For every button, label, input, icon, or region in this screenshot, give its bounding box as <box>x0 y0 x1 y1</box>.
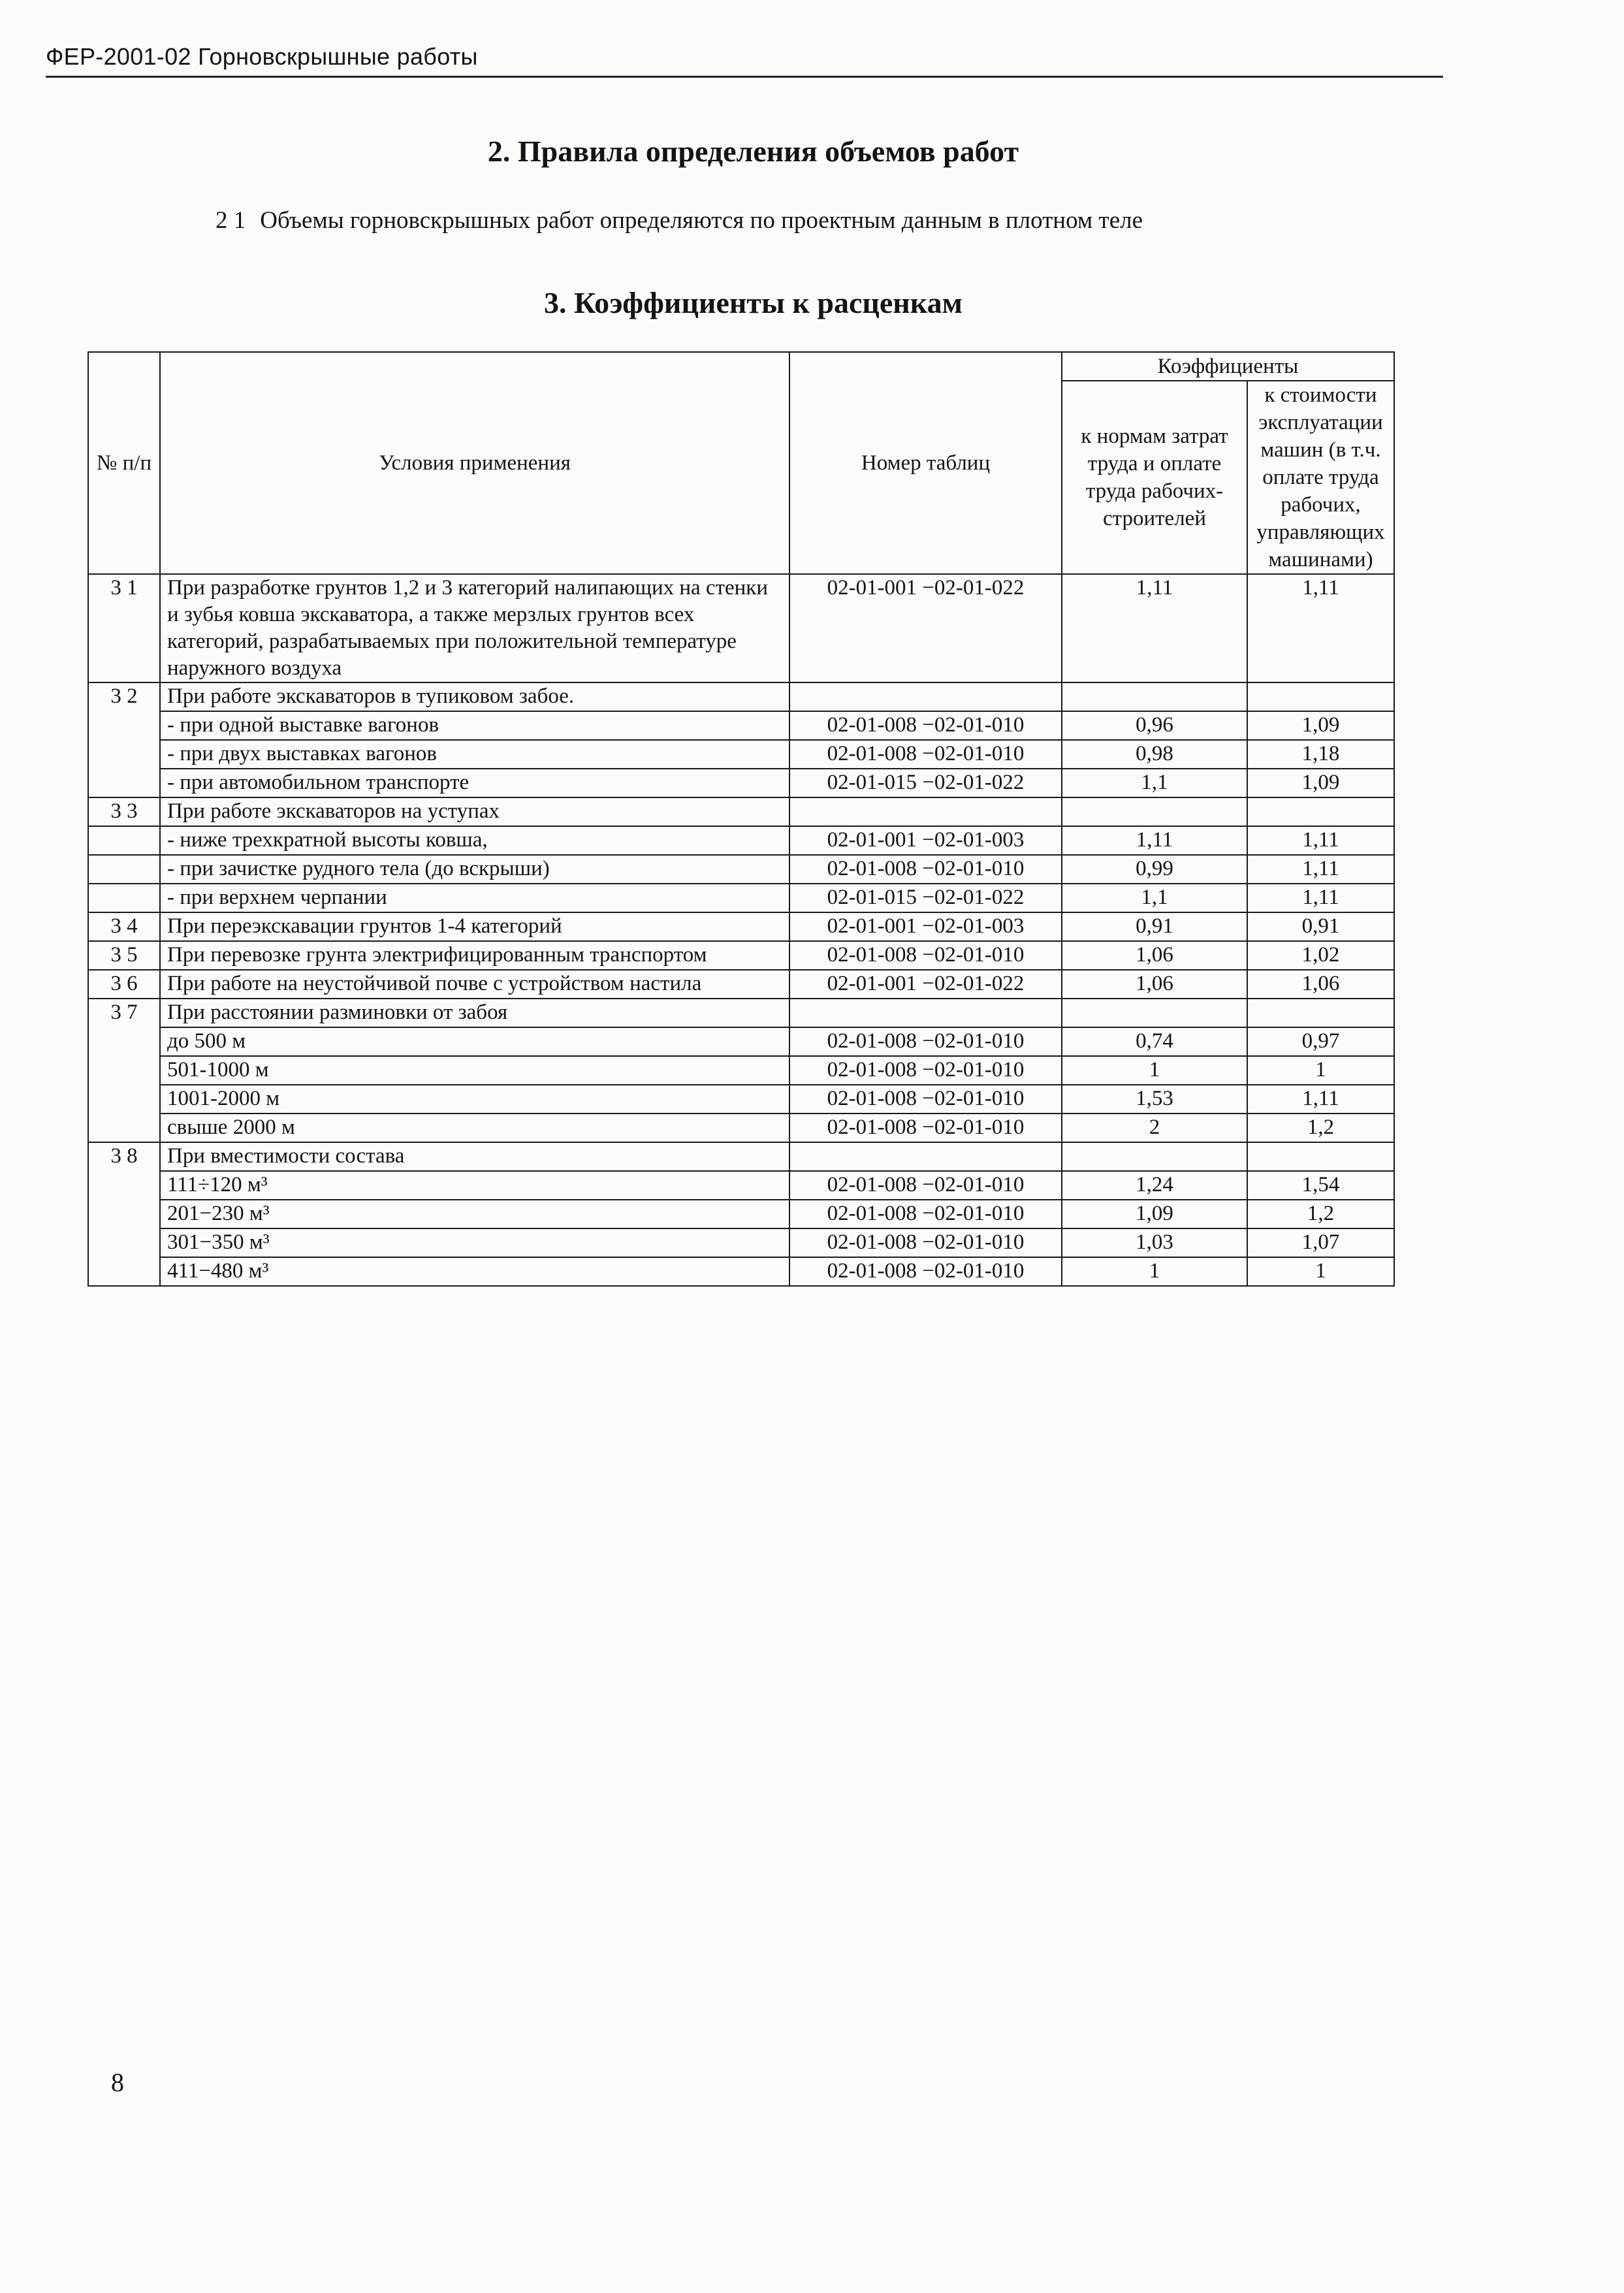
table-body <box>88 574 1394 1286</box>
cell-k-labor: 1,24 <box>1062 1171 1247 1200</box>
table-row <box>88 941 1394 970</box>
cell-k-machines: 1,2 <box>1247 1200 1394 1228</box>
cell-table-range: 02-01-008 −02-01-010 <box>789 941 1062 970</box>
cell-k-labor <box>1062 797 1247 826</box>
cell-table-range: 02-01-015 −02-01-022 <box>789 884 1062 912</box>
cell-table-range <box>789 999 1062 1027</box>
cell-k-labor <box>1062 999 1247 1027</box>
table-row <box>88 1142 1394 1171</box>
cell-table-range: 02-01-015 −02-01-022 <box>789 769 1062 797</box>
table-row <box>88 1228 1394 1257</box>
cell-k-labor: 1,1 <box>1062 884 1247 912</box>
cell-table-range <box>789 682 1062 711</box>
cell-number <box>88 855 160 884</box>
header-coefficients: Коэффициенты <box>1062 352 1394 381</box>
cell-k-labor: 1 <box>1062 1056 1247 1085</box>
cell-k-labor: 1,09 <box>1062 1200 1247 1228</box>
cell-k-labor <box>1062 682 1247 711</box>
cell-k-machines: 1,11 <box>1247 884 1394 912</box>
table-row <box>88 740 1394 769</box>
cell-k-machines: 1,54 <box>1247 1171 1394 1200</box>
cell-k-labor: 0,96 <box>1062 711 1247 740</box>
cell-k-machines: 1,09 <box>1247 769 1394 797</box>
section-3-title: 3. Коэффициенты к расценкам <box>544 286 963 319</box>
table-row <box>88 711 1394 740</box>
table-row <box>88 855 1394 884</box>
cell-k-labor: 1,03 <box>1062 1228 1247 1257</box>
table-row <box>88 826 1394 855</box>
table-row <box>88 682 1394 711</box>
cell-table-range: 02-01-008 −02-01-010 <box>789 1171 1062 1200</box>
cell-condition: При вместимости состава <box>160 1142 789 1171</box>
cell-k-labor: 1,1 <box>1062 769 1247 797</box>
cell-k-labor: 1,06 <box>1062 970 1247 999</box>
page-number: 8 <box>111 2068 124 2097</box>
cell-k-labor <box>1062 1142 1247 1171</box>
cell-table-range: 02-01-008 −02-01-010 <box>789 1200 1062 1228</box>
cell-k-machines: 1,11 <box>1247 855 1394 884</box>
running-header: ФЕР-2001-02 Горновскрышные работы <box>46 43 478 70</box>
cell-condition: - при верхнем черпании <box>160 884 789 912</box>
table-row <box>88 1257 1394 1286</box>
cell-number: 3 7 <box>88 999 160 1142</box>
cell-k-machines <box>1247 682 1394 711</box>
cell-table-range: 02-01-008 −02-01-010 <box>789 1027 1062 1056</box>
cell-k-machines: 1,11 <box>1247 826 1394 855</box>
cell-k-labor: 0,91 <box>1062 912 1247 941</box>
table-row <box>88 1085 1394 1114</box>
cell-number: 3 8 <box>88 1142 160 1286</box>
table-row <box>88 999 1394 1027</box>
coefficients-table <box>88 351 1395 1287</box>
table-row <box>88 574 1394 682</box>
cell-condition: - при автомобильном транспорте <box>160 769 789 797</box>
table-row <box>88 884 1394 912</box>
cell-table-range: 02-01-008 −02-01-010 <box>789 1056 1062 1085</box>
cell-k-labor: 1,11 <box>1062 574 1247 682</box>
cell-k-machines: 1,11 <box>1247 1085 1394 1114</box>
cell-condition: При разработке грунтов 1,2 и 3 категорий налипающих на стенки и зубья ковша экскаватора, а также мерзлых грунтов всех категорий, разрабатываемых при положительной температуре наружного воздуха <box>160 574 789 682</box>
cell-condition: 411−480 м³ <box>160 1257 789 1286</box>
cell-k-labor: 1,11 <box>1062 826 1247 855</box>
header-k-labor: к нормам затрат труда и оплате труда рабочих-строителей <box>1062 381 1247 574</box>
cell-k-machines <box>1247 1142 1394 1171</box>
cell-condition: При работе экскаваторов в тупиковом забое. <box>160 682 789 711</box>
cell-k-machines: 1,18 <box>1247 740 1394 769</box>
cell-condition: 201−230 м³ <box>160 1200 789 1228</box>
cell-k-labor: 1 <box>1062 1257 1247 1286</box>
cell-k-machines: 1,07 <box>1247 1228 1394 1257</box>
section-2-title: 2. Правила определения объемов работ <box>487 135 1019 168</box>
cell-condition: 301−350 м³ <box>160 1228 789 1257</box>
cell-table-range <box>789 797 1062 826</box>
cell-table-range: 02-01-008 −02-01-010 <box>789 711 1062 740</box>
cell-table-range: 02-01-008 −02-01-010 <box>789 1114 1062 1142</box>
cell-table-range: 02-01-001 −02-01-003 <box>789 826 1062 855</box>
cell-condition: При работе на неустойчивой почве с устройством настила <box>160 970 789 999</box>
cell-condition: При перевозке грунта электрифицированным транспортом <box>160 941 789 970</box>
cell-k-machines: 1,02 <box>1247 941 1394 970</box>
table-row <box>88 1027 1394 1056</box>
clause-2-1 <box>215 206 1143 234</box>
cell-table-range: 02-01-008 −02-01-010 <box>789 855 1062 884</box>
cell-k-labor: 0,74 <box>1062 1027 1247 1056</box>
table-row <box>88 1056 1394 1085</box>
cell-k-machines <box>1247 999 1394 1027</box>
cell-condition: - при зачистке рудного тела (до вскрыши) <box>160 855 789 884</box>
header-k-machines: к стоимости эксплуатации машин (в т.ч. оплате труда рабочих, управляющих машинами) <box>1247 381 1394 574</box>
cell-table-range: 02-01-001 −02-01-022 <box>789 574 1062 682</box>
cell-table-range: 02-01-008 −02-01-010 <box>789 1257 1062 1286</box>
cell-number <box>88 826 160 855</box>
cell-condition: При переэкскавации грунтов 1-4 категорий <box>160 912 789 941</box>
cell-k-machines: 1 <box>1247 1257 1394 1286</box>
table-row <box>88 912 1394 941</box>
cell-table-range: 02-01-008 −02-01-010 <box>789 1085 1062 1114</box>
cell-table-range <box>789 1142 1062 1171</box>
cell-number: 3 6 <box>88 970 160 999</box>
cell-condition: - при одной выставке вагонов <box>160 711 789 740</box>
header-rule <box>46 76 1443 78</box>
cell-k-machines: 1,06 <box>1247 970 1394 999</box>
cell-condition: - ниже трехкратной высоты ковша, <box>160 826 789 855</box>
table-row <box>88 1200 1394 1228</box>
cell-condition: При расстоянии разминовки от забоя <box>160 999 789 1027</box>
cell-condition: 501-1000 м <box>160 1056 789 1085</box>
header-tables: Номер таблиц <box>789 352 1062 574</box>
cell-number: 3 5 <box>88 941 160 970</box>
header-conditions: Условия применения <box>160 352 789 574</box>
cell-k-labor: 1,53 <box>1062 1085 1247 1114</box>
cell-number: 3 3 <box>88 797 160 826</box>
cell-k-machines: 1,09 <box>1247 711 1394 740</box>
cell-number <box>88 884 160 912</box>
cell-table-range: 02-01-008 −02-01-010 <box>789 1228 1062 1257</box>
cell-condition: 111÷120 м³ <box>160 1171 789 1200</box>
clause-number: 2 1 <box>215 207 246 234</box>
cell-k-machines: 1 <box>1247 1056 1394 1085</box>
cell-k-labor: 2 <box>1062 1114 1247 1142</box>
cell-k-machines: 0,91 <box>1247 912 1394 941</box>
cell-condition: до 500 м <box>160 1027 789 1056</box>
table-row <box>88 1114 1394 1142</box>
cell-condition: - при двух выставках вагонов <box>160 740 789 769</box>
cell-table-range: 02-01-001 −02-01-003 <box>789 912 1062 941</box>
cell-table-range: 02-01-008 −02-01-010 <box>789 740 1062 769</box>
table-row <box>88 797 1394 826</box>
cell-condition: При работе экскаваторов на уступах <box>160 797 789 826</box>
cell-k-machines: 0,97 <box>1247 1027 1394 1056</box>
cell-k-machines: 1,11 <box>1247 574 1394 682</box>
table-row <box>88 970 1394 999</box>
cell-number: 3 2 <box>88 682 160 797</box>
cell-k-machines: 1,2 <box>1247 1114 1394 1142</box>
cell-condition: свыше 2000 м <box>160 1114 789 1142</box>
cell-k-machines <box>1247 797 1394 826</box>
cell-k-labor: 1,06 <box>1062 941 1247 970</box>
table-row <box>88 1171 1394 1200</box>
cell-k-labor: 0,98 <box>1062 740 1247 769</box>
clause-text: Объемы горновскрышных работ определяются по проектным данным в плотном теле <box>260 207 1143 234</box>
header-number: № п/п <box>88 352 160 574</box>
table-row <box>88 769 1394 797</box>
cell-number: 3 1 <box>88 574 160 682</box>
cell-number: 3 4 <box>88 912 160 941</box>
cell-k-labor: 0,99 <box>1062 855 1247 884</box>
cell-table-range: 02-01-001 −02-01-022 <box>789 970 1062 999</box>
cell-condition: 1001-2000 м <box>160 1085 789 1114</box>
